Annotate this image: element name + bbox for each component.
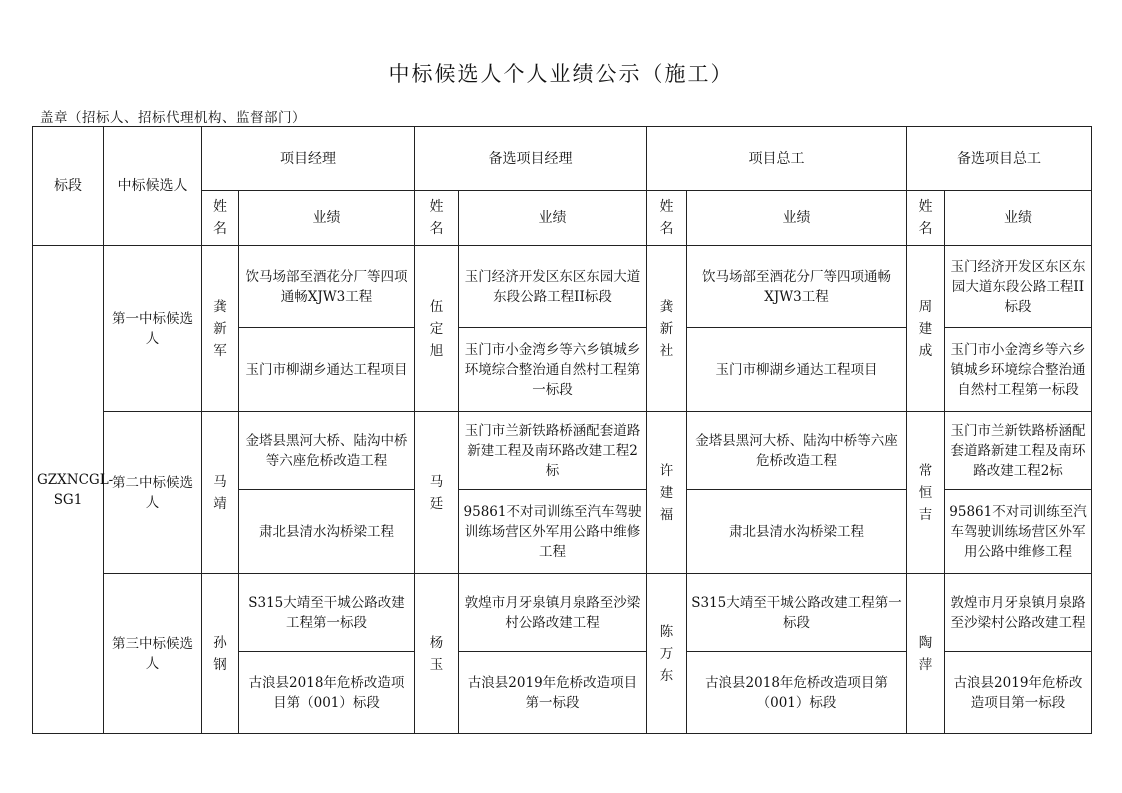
chief-engineer-name: 许 建 福	[647, 412, 687, 574]
chief-engineer-work: S315大靖至干城公路改建工程第一标段	[687, 574, 907, 652]
alt-pm-work: 玉门市兰新铁路桥涵配套道路新建工程及南环路改建工程2标	[459, 412, 647, 490]
pm-work: S315大靖至干城公路改建工程第一标段	[239, 574, 415, 652]
pm-name: 龚 新 军	[202, 246, 239, 412]
section-code: GZXNCGL-SG1	[33, 246, 104, 734]
chief-engineer-work: 饮马场部至酒花分厂等四项通畅XJW3工程	[687, 246, 907, 328]
alt-pm-work: 玉门经济开发区东区东园大道东段公路工程II标段	[459, 246, 647, 328]
pm-work: 古浪县2018年危桥改造项目第（001）标段	[239, 652, 415, 734]
alt-chief-engineer-work: 古浪县2019年危桥改造项目第一标段	[945, 652, 1092, 734]
pm-name: 马 靖	[202, 412, 239, 574]
header-candidate: 中标候选人	[104, 127, 202, 246]
header-pm: 项目经理	[202, 127, 415, 191]
header-performance: 业绩	[459, 191, 647, 246]
header-name: 姓 名	[415, 191, 459, 246]
stamp-label: 盖章（招标人、招标代理机构、监督部门）	[40, 110, 306, 126]
alt-chief-engineer-name: 周 建 成	[907, 246, 945, 412]
chief-engineer-name: 龚 新 社	[647, 246, 687, 412]
chief-engineer-work: 古浪县2018年危桥改造项目第（001）标段	[687, 652, 907, 734]
header-performance: 业绩	[687, 191, 907, 246]
alt-pm-work: 玉门市小金湾乡等六乡镇城乡环境综合整治通自然村工程第一标段	[459, 328, 647, 412]
alt-pm-name: 马 廷	[415, 412, 459, 574]
candidate-label: 第二中标候选人	[104, 412, 202, 574]
alt-pm-name: 杨 玉	[415, 574, 459, 734]
header-name: 姓 名	[647, 191, 687, 246]
alt-chief-engineer-name: 陶 萍	[907, 574, 945, 734]
alt-pm-work: 敦煌市月牙泉镇月泉路至沙梁村公路改建工程	[459, 574, 647, 652]
chief-engineer-work: 玉门市柳湖乡通达工程项目	[687, 328, 907, 412]
page-title: 中标候选人个人业绩公示（施工）	[388, 62, 734, 86]
alt-chief-engineer-name: 常 恒 吉	[907, 412, 945, 574]
alt-chief-engineer-work: 95861不对司训练至汽车驾驶训练场营区外军用公路中维修工程	[945, 490, 1092, 574]
header-alt-chief-engineer: 备选项目总工	[907, 127, 1092, 191]
pm-work: 玉门市柳湖乡通达工程项目	[239, 328, 415, 412]
candidate-label: 第三中标候选人	[104, 574, 202, 734]
alt-pm-work: 95861不对司训练至汽车驾驶训练场营区外军用公路中维修工程	[459, 490, 647, 574]
header-name: 姓 名	[202, 191, 239, 246]
alt-chief-engineer-work: 敦煌市月牙泉镇月泉路至沙梁村公路改建工程	[945, 574, 1092, 652]
pm-name: 孙 钢	[202, 574, 239, 734]
header-performance: 业绩	[945, 191, 1092, 246]
pm-work: 饮马场部至酒花分厂等四项通畅XJW3工程	[239, 246, 415, 328]
header-chief-engineer: 项目总工	[647, 127, 907, 191]
header-alt-pm: 备选项目经理	[415, 127, 647, 191]
chief-engineer-work: 肃北县清水沟桥梁工程	[687, 490, 907, 574]
alt-pm-work: 古浪县2019年危桥改造项目第一标段	[459, 652, 647, 734]
alt-chief-engineer-work: 玉门市兰新铁路桥涵配套道路新建工程及南环路改建工程2标	[945, 412, 1092, 490]
pm-work: 肃北县清水沟桥梁工程	[239, 490, 415, 574]
chief-engineer-work: 金塔县黑河大桥、陆沟中桥等六座危桥改造工程	[687, 412, 907, 490]
performance-table	[32, 126, 1092, 734]
pm-work: 金塔县黑河大桥、陆沟中桥等六座危桥改造工程	[239, 412, 415, 490]
header-name: 姓 名	[907, 191, 945, 246]
chief-engineer-name: 陈 万 东	[647, 574, 687, 734]
header-performance: 业绩	[239, 191, 415, 246]
alt-chief-engineer-work: 玉门市小金湾乡等六乡镇城乡环境综合整治通自然村工程第一标段	[945, 328, 1092, 412]
alt-chief-engineer-work: 玉门经济开发区东区东园大道东段公路工程II标段	[945, 246, 1092, 328]
header-section: 标段	[33, 127, 104, 246]
candidate-label: 第一中标候选人	[104, 246, 202, 412]
alt-pm-name: 伍 定 旭	[415, 246, 459, 412]
